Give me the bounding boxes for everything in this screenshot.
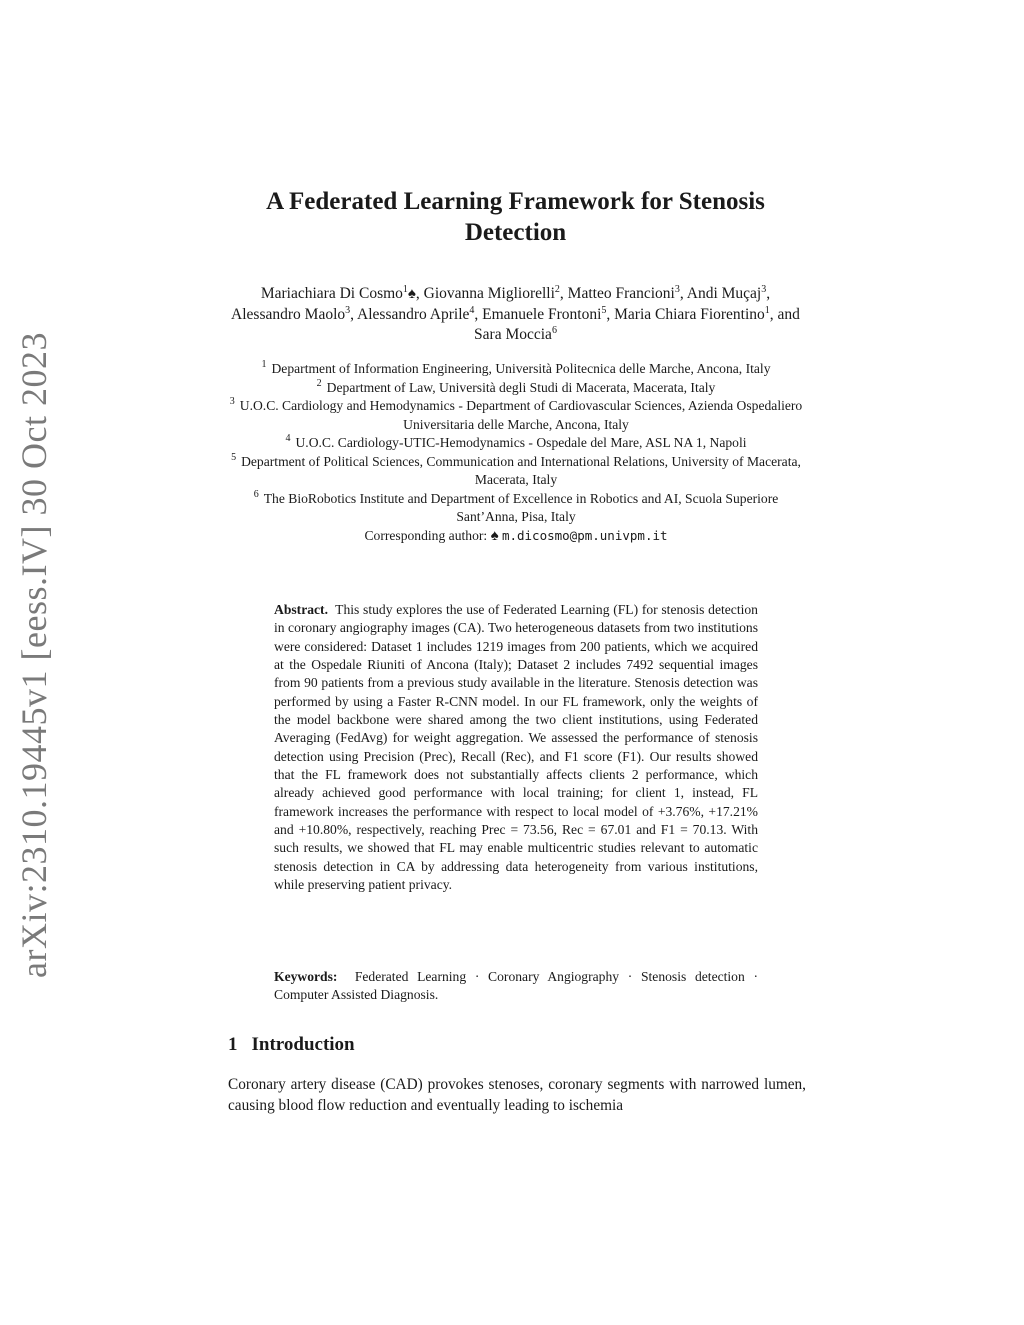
author-affiliation-marker: 4 <box>469 304 475 316</box>
author-affiliation-marker: 2 <box>554 283 560 295</box>
corresponding-author-email[interactable]: m.dicosmo@pm.univpm.it <box>501 527 668 543</box>
affiliation-text: Department of Information Engineering, Università Politecnica delle Marche, Ancona, Italy <box>271 361 771 376</box>
affiliation-3 <box>226 397 806 434</box>
affiliation-marker: 6 <box>253 488 259 500</box>
author-affiliation-marker: 3 <box>674 283 680 295</box>
author-affiliation-marker: 1 <box>764 304 770 316</box>
abstract-label: Abstract. <box>274 602 328 617</box>
author-name: Alessandro Aprile <box>357 305 470 323</box>
affiliation-text: Department of Law, Università degli Studi di Macerata, Macerata, Italy <box>326 379 716 395</box>
author-name: Mariachiara Di Cosmo <box>260 285 403 302</box>
author-affiliation-marker: 5 <box>601 304 607 316</box>
keywords <box>274 968 758 1005</box>
affiliation-marker: 5 <box>231 451 237 463</box>
affiliation-1 <box>226 360 806 379</box>
affiliation-2 <box>226 379 806 398</box>
author-name: Andi Muçaj <box>686 285 762 302</box>
arxiv-identifier-stamp <box>14 332 55 978</box>
author-affiliation-marker: 3 <box>761 283 767 295</box>
spade-icon: ♠ <box>490 527 499 544</box>
keywords-text: Federated Learning · Coronary Angiography · Stenosis detection · Computer Assisted Diagnosis. <box>274 969 758 1003</box>
affiliation-4 <box>226 434 806 453</box>
author-name: Matteo Francioni <box>567 285 675 302</box>
affiliation-marker: 4 <box>285 433 291 445</box>
affiliation-marker: 2 <box>316 377 322 389</box>
affiliation-marker: 1 <box>261 359 267 371</box>
abstract <box>274 601 758 895</box>
author-affiliation-marker: 6 <box>551 324 557 336</box>
introduction-paragraph: Coronary artery disease (CAD) provokes stenoses, coronary segments with narrowed lumen, causing blood flow reduction and eventually leading to ischemia <box>228 1076 806 1114</box>
affiliation-marker: 3 <box>229 396 235 408</box>
section-number: 1 <box>228 1034 238 1055</box>
author-affiliation-marker: 3 <box>345 304 351 316</box>
affiliation-text: Department of Political Sciences, Communication and International Relations, University of Macerata, Macerata, Italy <box>241 453 801 487</box>
corresponding-author-line <box>226 527 806 546</box>
author-name: Sara Moccia <box>474 326 552 343</box>
author-name: Maria Chiara Fiorentino <box>614 305 765 323</box>
paper-title: A Federated Learning Framework for Stenosis Detection <box>266 188 765 246</box>
author-name: Emanuele Frontoni <box>482 305 602 323</box>
affiliation-text: U.O.C. Cardiology-UTIC-Hemodynamics - Ospedale del Mare, ASL NA 1, Napoli <box>295 435 747 450</box>
keywords-label: Keywords: <box>274 969 338 984</box>
author-list: Mariachiara Di Cosmo$^1$♠, Giovanna Migliorelli$^2$, Matteo Francioni$^3$, Andi Muçaj$^3$, Alessandro Maolo$^3$, Alessandro Aprile$^4$, Emanuele Frontoni$^5$, Maria Chiara Fiorentino$^1$, and Sara Moccia$^6$ <box>231 283 800 343</box>
affiliation-text: The BioRobotics Institute and Department of Excellence in Robotics and AI, Scuola Superiore Sant’Anna, Pisa, Italy <box>263 490 779 524</box>
section-title: Introduction <box>251 1034 355 1055</box>
affiliation-list <box>226 360 806 545</box>
affiliation-5 <box>226 453 806 490</box>
author-name: Giovanna Migliorelli <box>423 285 555 302</box>
author-name: Alessandro Maolo <box>231 305 346 323</box>
affiliation-6 <box>226 490 806 527</box>
section-heading-introduction <box>228 1034 355 1056</box>
spade-icon: ♠ <box>407 286 416 302</box>
arxiv-identifier-text: arXiv:2310.19445v1 [eess.IV] 30 Oct 2023 <box>14 332 55 978</box>
corresponding-author-label: Corresponding author: <box>364 527 488 543</box>
author-conjunction: and <box>777 305 800 323</box>
affiliation-text: U.O.C. Cardiology and Hemodynamics - Department of Cardiovascular Sciences, Azienda Ospedaliero Universitaria delle Marche, Ancona, Italy <box>239 398 803 432</box>
author-affiliation-marker: 1 <box>402 283 408 295</box>
abstract-text: This study explores the use of Federated Learning (FL) for stenosis detection in coronary angiography images (CA). Two heterogeneous datasets from two institutions were considered: Dataset 1 includes 1219 images from 200 patients, which we acquired at the Ospedale Riuniti of Ancona (Italy); Dataset 2 includes 7492 sequential images from 90 patients from a previous study available in the literature. Stenosis detection was performed by using a Faster R-CNN model. In our FL framework, only the weights of the model backbone were shared among the two client institutions, using Federated Averaging (FedAvg) for weight aggregation. We assessed the performance of stenosis detection using Precision (Prec), Recall (Rec), and F1 score (F1). Our results showed that the FL framework does not substantially affects clients 2 performance, which already achieved good performance with local training; for client 1, instead, FL framework increases the performance with respect to local model of +3.76%, +17.21% and +10.80%, respectively, reaching Prec = 73.56, Rec = 67.01 and F1 = 70.13. With such results, we showed that FL may enable multicentric studies relevant to automatic stenosis detection in CA by addressing data heterogeneity from various institutions, while preserving patient privacy. <box>274 602 758 893</box>
